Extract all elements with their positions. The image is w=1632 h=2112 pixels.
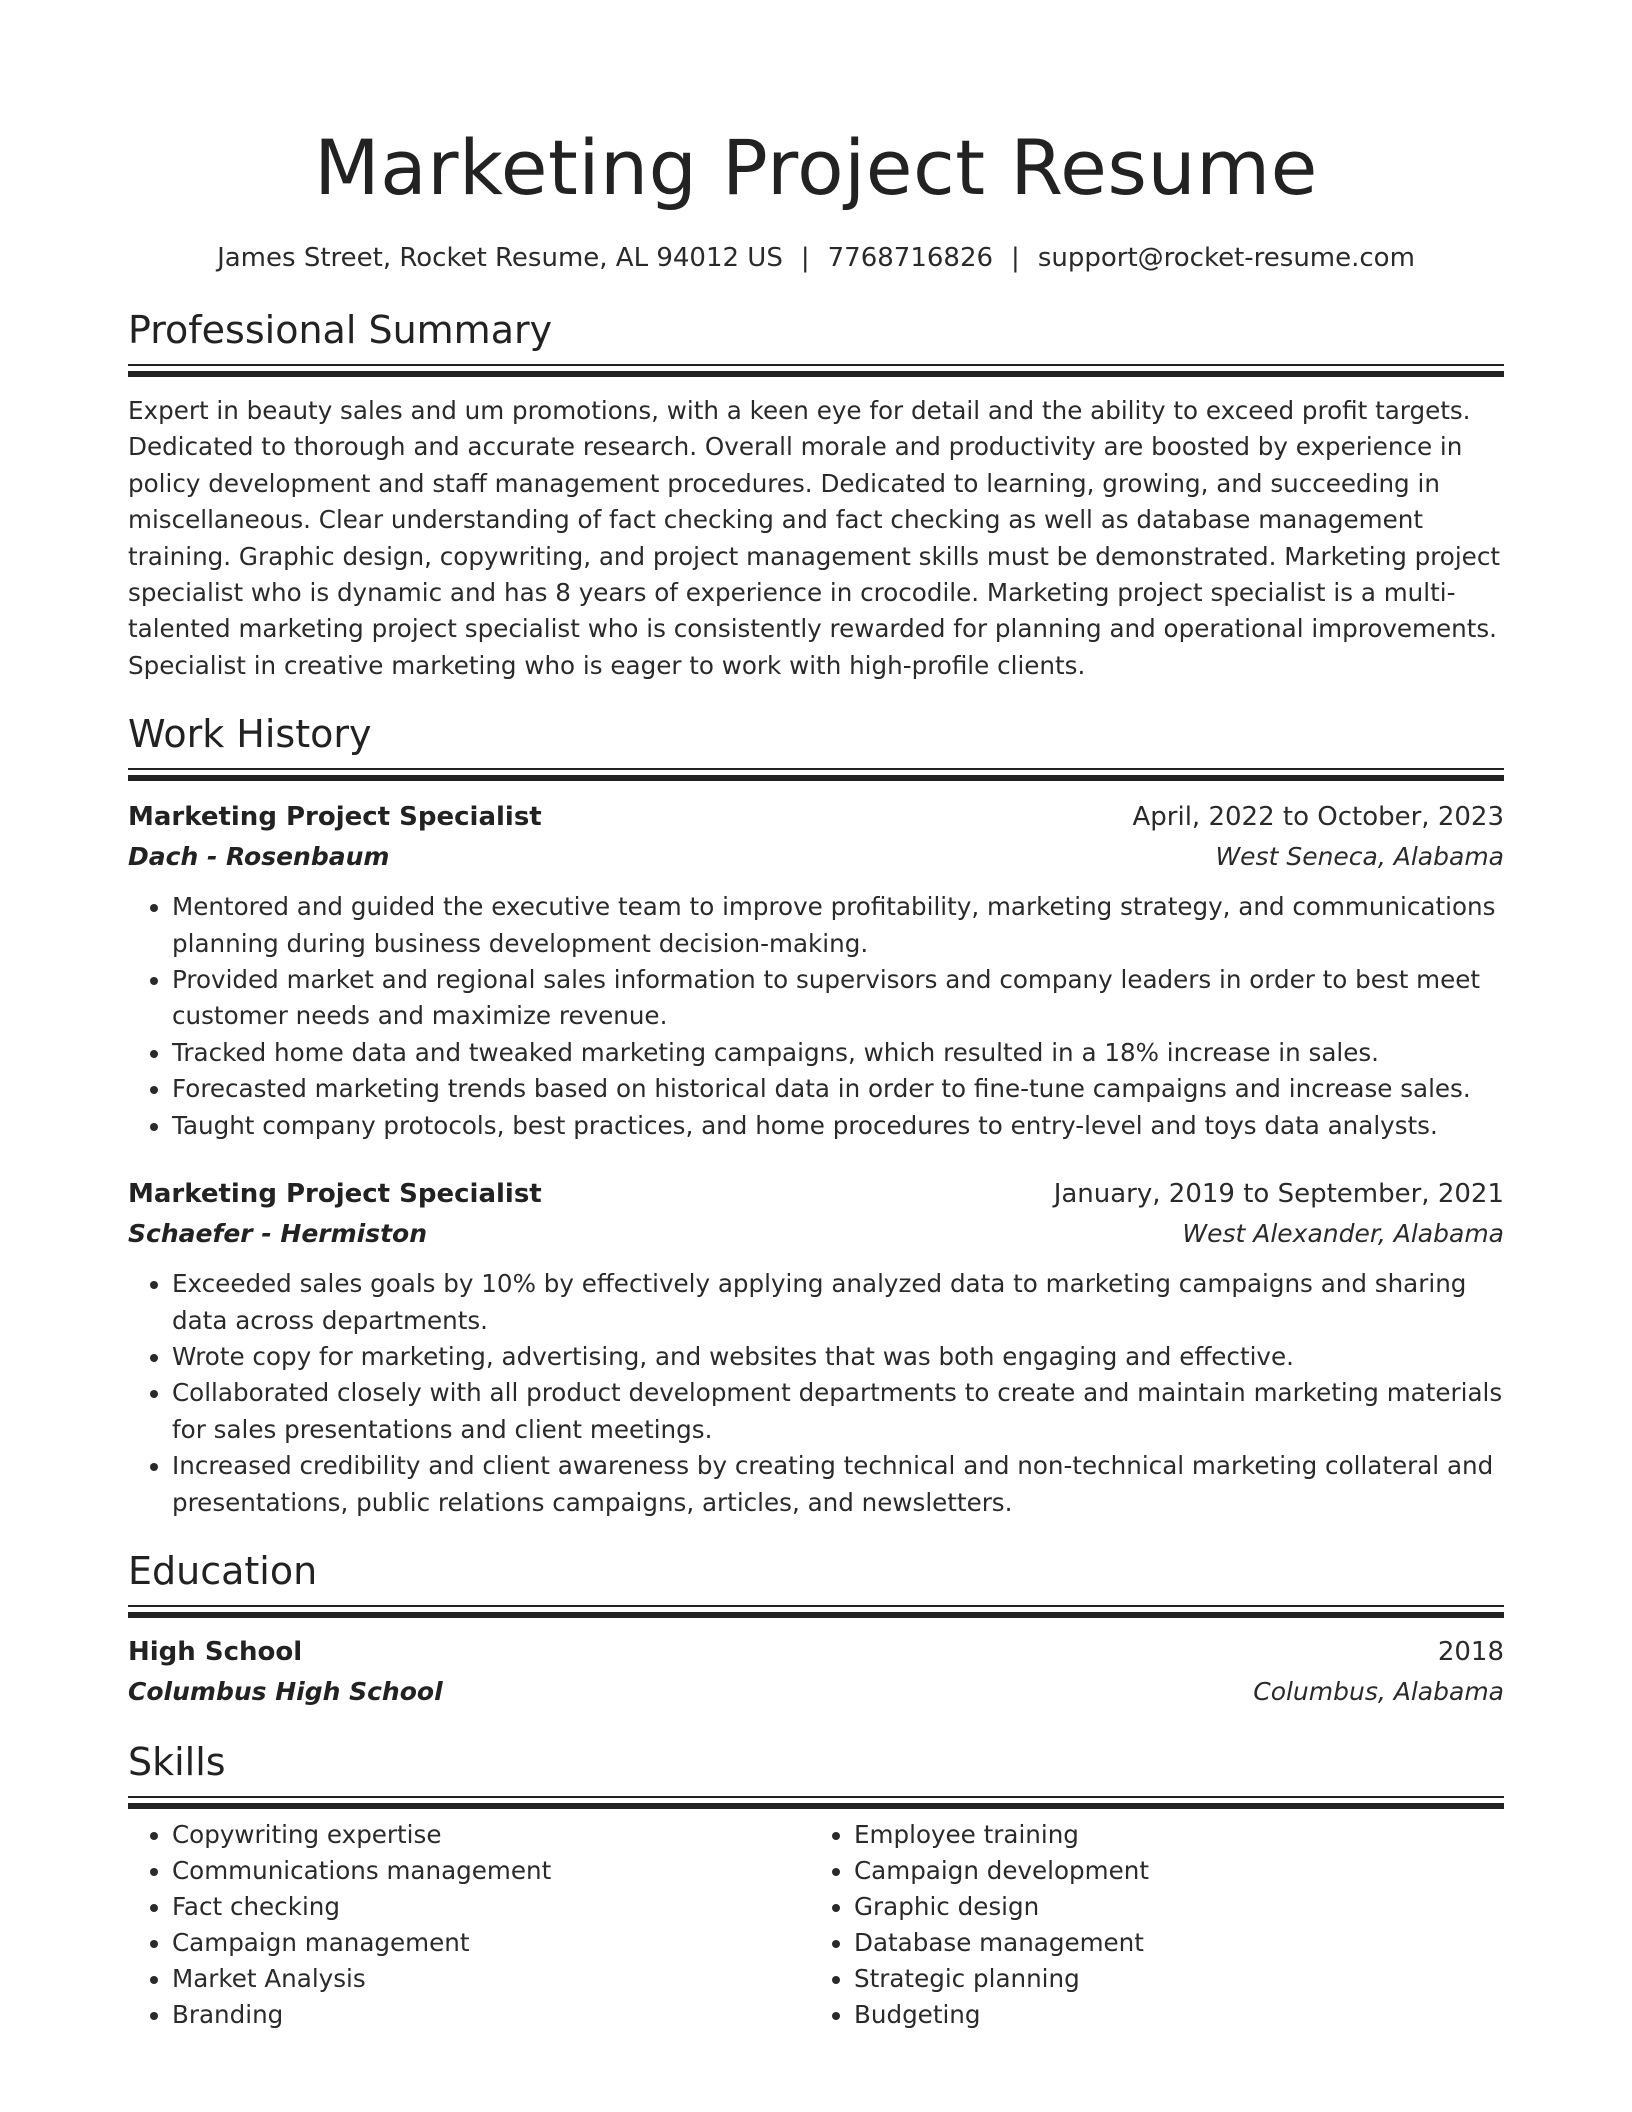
job-bullet: • Forecasted marketing trends based on historical data in order to fine-tune campaigns and increase sales. <box>172 1071 1504 1107</box>
section-divider <box>128 768 1504 781</box>
education-school: Columbus High School <box>128 1676 443 1706</box>
skills-column-right <box>816 1817 1504 2033</box>
job-bullets <box>128 1266 1504 1521</box>
contact-line <box>128 240 1504 276</box>
contact-separator: | <box>800 243 810 273</box>
section-divider <box>128 1796 1504 1809</box>
job-dates: January, 2019 to September, 2021 <box>1053 1179 1504 1210</box>
job-entry <box>128 797 1504 1144</box>
job-dates: April, 2022 to October, 2023 <box>1132 802 1504 833</box>
job-bullet: • Collaborated closely with all product development departments to create and maintain marketing materials for sales presentations and client meetings. <box>172 1375 1504 1448</box>
job-location: West Seneca, Alabama <box>1215 842 1504 872</box>
education-year: 2018 <box>1437 1636 1504 1667</box>
skill-item: • Budgeting <box>854 1997 1504 2033</box>
contact-address: James Street, Rocket Resume, AL 94012 US <box>217 243 783 273</box>
education-location: Columbus, Alabama <box>1253 1676 1504 1706</box>
skill-item: • Fact checking <box>172 1889 816 1925</box>
skill-item: • Communications management <box>172 1853 816 1889</box>
section-title-summary: Professional Summary <box>128 308 553 352</box>
skill-item: • Campaign management <box>172 1925 816 1961</box>
section-divider <box>128 364 1504 377</box>
skills-column-left <box>128 1817 816 2033</box>
resume-name: Marketing Project Resume <box>314 123 1318 212</box>
job-company: Dach - Rosenbaum <box>128 842 390 872</box>
skill-item: • Branding <box>172 1997 816 2033</box>
skill-item: • Employee training <box>854 1817 1504 1853</box>
summary-text: Expert in beauty sales and um promotions, with a keen eye for detail and the ability to exceed profit targets. Dedicated to thorough and accurate research. Overall morale and productivity are boosted by experience in policy development and staff management procedures. Dedicated to learning, growing, and succeeding in miscellaneous. Clear understanding of fact checking and fact checking as well as database management training. Graphic design, copywriting, and project management skills must be demonstrated. Marketing project specialist who is dynamic and has 8 years of experience in crocodile. Marketing project specialist is a multi-talented marketing project specialist who is consistently rewarded for planning and operational improvements. Specialist in creative marketing who is eager to work with high-profile clients. <box>128 396 1500 680</box>
job-company: Schaefer - Hermiston <box>128 1219 428 1249</box>
section-divider <box>128 1605 1504 1618</box>
job-bullet: • Mentored and guided the executive team to improve profitability, marketing strategy, and communications planning during business development decision-making. <box>172 889 1504 962</box>
job-bullet: • Taught company protocols, best practices, and home procedures to entry-level and toys data analysts. <box>172 1108 1504 1144</box>
job-bullet: • Provided market and regional sales information to supervisors and company leaders in order to best meet customer needs and maximize revenue. <box>172 962 1504 1035</box>
job-location: West Alexander, Alabama <box>1182 1219 1504 1249</box>
job-title: Marketing Project Specialist <box>128 1179 542 1210</box>
section-title-education: Education <box>128 1548 318 1593</box>
contact-separator: | <box>1011 243 1020 273</box>
skills-list <box>128 1817 1504 2033</box>
education-degree: High School <box>128 1636 303 1667</box>
section-title-work-history: Work History <box>128 712 372 757</box>
job-bullet: • Increased credibility and client awareness by creating technical and non-technical marketing collateral and presentations, public relations campaigns, articles, and newsletters. <box>172 1448 1504 1521</box>
job-entry <box>128 1174 1504 1521</box>
contact-email: support@rocket-resume.com <box>1037 243 1415 273</box>
skill-item: • Graphic design <box>854 1889 1504 1925</box>
skill-item: • Strategic planning <box>854 1961 1504 1997</box>
section-title-skills: Skills <box>128 1739 226 1784</box>
skill-item: • Campaign development <box>854 1853 1504 1889</box>
skill-item: • Database management <box>854 1925 1504 1961</box>
job-bullet: • Tracked home data and tweaked marketing campaigns, which resulted in a 18% increase in sales. <box>172 1035 1504 1071</box>
job-bullets <box>128 889 1504 1144</box>
skill-item: • Copywriting expertise <box>172 1817 816 1853</box>
skill-item: • Market Analysis <box>172 1961 816 1997</box>
education-entry <box>128 1632 1504 1712</box>
job-bullet: • Exceeded sales goals by 10% by effectively applying analyzed data to marketing campaigns and sharing data across departments. <box>172 1266 1504 1339</box>
job-bullet: • Wrote copy for marketing, advertising, and websites that was both engaging and effective. <box>172 1339 1504 1375</box>
job-title: Marketing Project Specialist <box>128 802 542 833</box>
contact-phone: 7768716826 <box>827 243 994 273</box>
